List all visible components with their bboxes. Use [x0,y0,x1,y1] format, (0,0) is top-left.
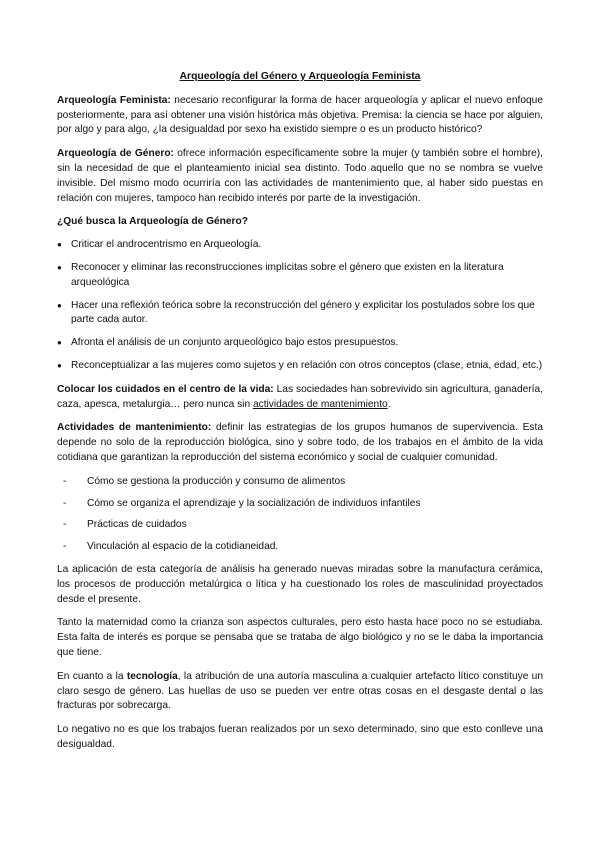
paragraph-technology: En cuanto a la tecnología, la atribución de una autoría masculina a cualquier artefacto lítico constituye un claro sesgo de género. Las huellas de uso se pueden ver entre otras cosas en el desgaste dental o las fracturas por sobrecarga. [57,670,544,712]
list-item: ● Criticar el androcentrismo en Arqueología. [57,238,543,253]
definition-gender-archaeology: ofrece información específicamente sobre la mujer (y también sobre el hombre), sin la necesidad de que el planteamiento inicial sea distinto. Todo aquello que no se nombra se vuelve invisible. Del mismo modo ocurriría con las actividades de mantenimiento que, al haber sido puestas en relación con mujeres, tampoco han recibido interés por parte de la investigación. [57,148,543,204]
maintenance-activities-link[interactable]: actividades de mantenimiento [252,398,388,410]
term-gender-archaeology: Arqueología de Género: [57,148,174,160]
goals-list [57,238,543,374]
bullet-icon: ● [57,262,62,272]
term-maintenance-activities: Actividades de mantenimiento: [57,422,212,434]
term-feminist-archaeology: Arqueología Feminista: [57,94,171,106]
paragraph-conclusion: Lo negativo no es que los trabajos fueran realizados por un sexo determinado, sino que esto conlleve una desigualdad. [57,724,543,750]
list-item: - Vinculación al espacio de la cotidianeidad. [57,540,543,555]
list-item: ● Afronta el análisis de un conjunto arqueológico bajo estos presupuestos. [57,336,543,351]
term-care-center: Colocar los cuidados en el centro de la vida: [57,383,274,395]
bullet-icon: ● [57,240,62,250]
list-item: - Cómo se gestiona la producción y consumo de alimentos [57,475,543,490]
document-page [57,70,543,762]
dash-icon: - [63,541,67,553]
list-item: ● Hacer una reflexión teórica sobre la reconstrucción del género y explicitar los postulados sobre los que parte cada autor. [57,299,535,326]
list-item: - Cómo se organiza el aprendizaje y la socialización de individuos infantiles [57,497,543,512]
paragraph-maintenance-activities: Actividades de mantenimiento: definir las estrategias de los grupos humanos de supervivencia. Esta depende no solo de la reproducción biológica, sino y sobre todo, de los trabajos en el ámbito de la vida cotidiana que garantizan la reproducción del sistema económico y social de cualquier comunidad. [57,422,543,463]
paragraph-motherhood: Tanto la maternidad como la crianza son aspectos culturales, pero esto hasta hace poco no se estudiaba. Esta falta de interés es porque se pensaba que se trataba de algo biológico y no se le daba la importancia que tiene. [57,617,543,658]
dash-icon: - [63,475,67,487]
maintenance-list [57,475,543,555]
bullet-icon: ● [57,338,62,348]
term-technology: tecnología [126,670,178,682]
list-item: ● Reconceptualizar a las mujeres como sujetos y en relación con otros conceptos (clase, etnia, edad, etc.) [57,359,543,374]
list-item: - Prácticas de cuidados [57,518,543,533]
bullet-icon: ● [57,360,62,370]
document-title: Arqueología del Género y Arqueología Feminista [179,71,421,82]
paragraph-care-center: Colocar los cuidados en el centro de la vida: Las sociedades han sobrevivido sin agricultura, ganadería, caza, apesca, metalurgia… pero nunca sin actividades de mantenimiento. [57,383,543,410]
dash-icon: - [63,497,67,509]
section-heading-goals: ¿Qué busca la Arqueología de Género? [57,216,248,228]
definition-feminist-archaeology: necesario reconfigurar la forma de hacer arqueología y aplicar el nuevo enfoque posteriormente, para así obtener una visión histórica más objetiva. Premisa: la ciencia se hace por alguien, por algo y para algo, ¿la desigualdad por sexo ha existido siempre o es un producto histórico? [57,94,543,136]
paragraph-gender-archaeology [57,147,543,206]
bullet-icon: ● [57,300,62,310]
list-item: ● Reconocer y eliminar las reconstrucciones implícitas sobre el género que existen en la literatura arqueológica [57,261,504,288]
paragraph-analysis-application: La aplicación de esta categoría de análisis ha generado nuevas miradas sobre la manufactura cerámica, los procesos de producción metalúrgica o lítica y ha cuestionado los roles de masculinidad proyectados desde el presente. [57,563,543,605]
dash-icon: - [63,519,67,531]
paragraph-feminist-archaeology [57,94,543,138]
